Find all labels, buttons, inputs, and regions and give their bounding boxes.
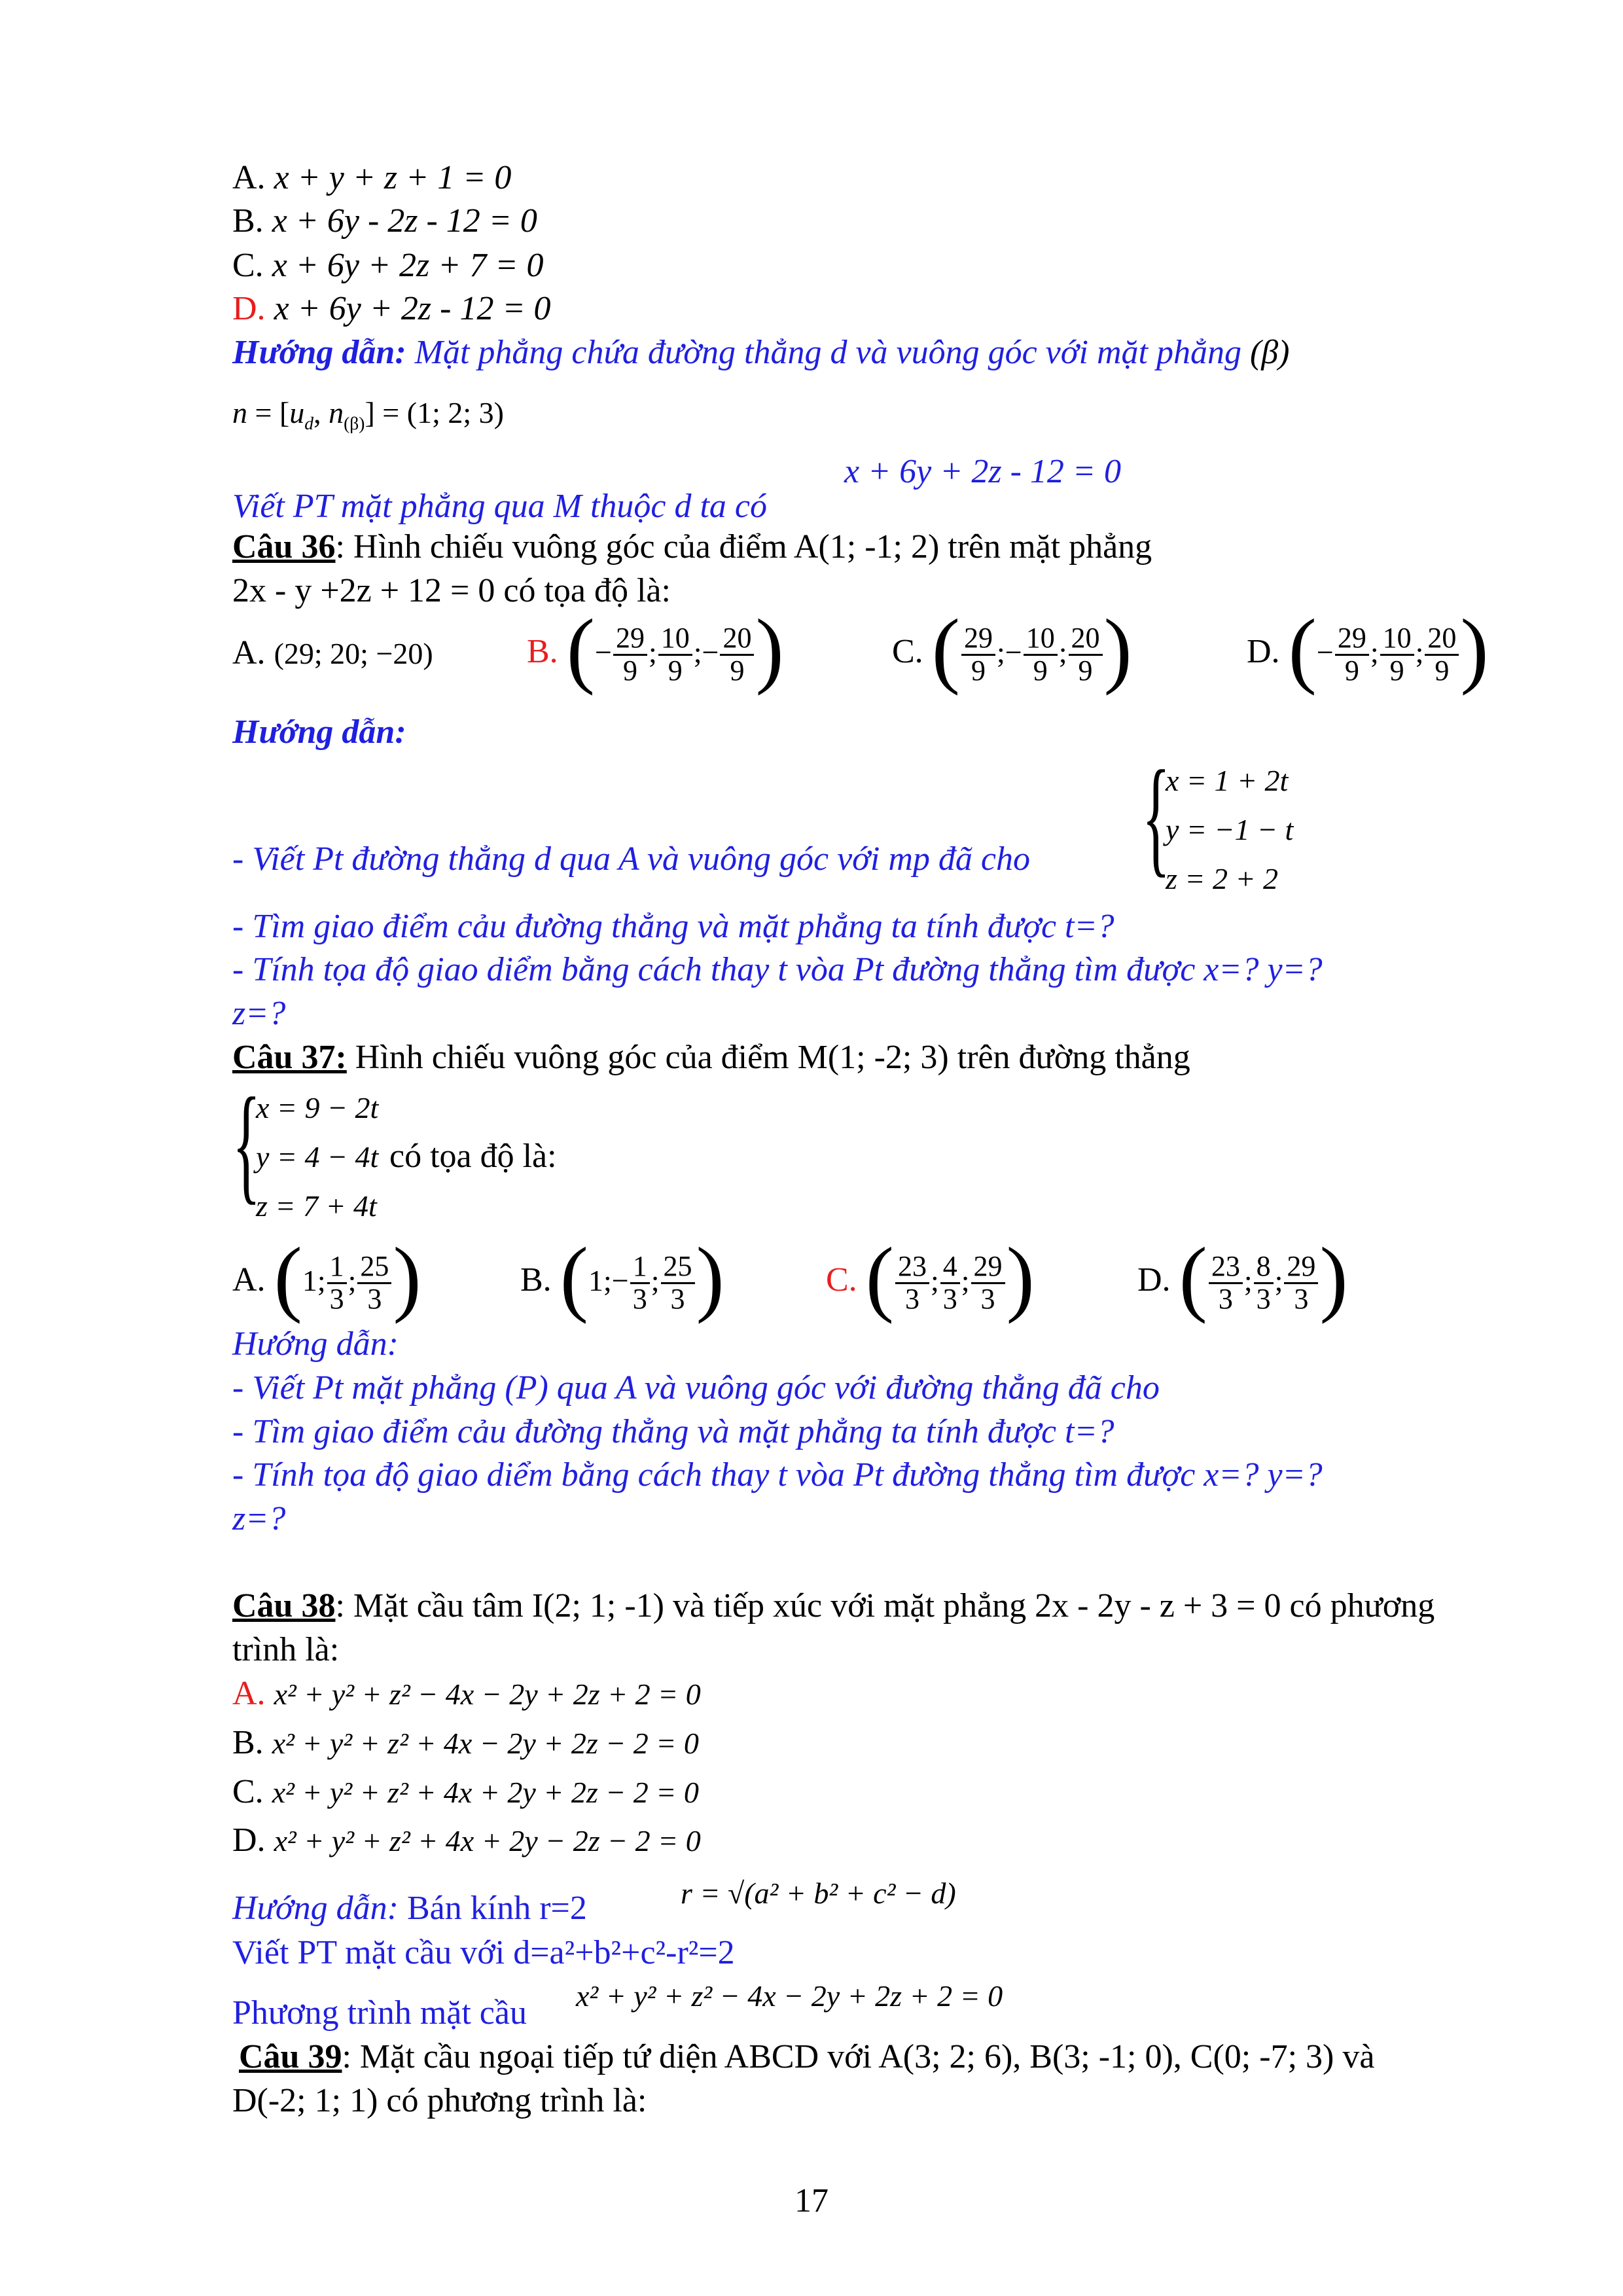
q36-guide-label: Hướng dẫn: — [232, 713, 406, 751]
q35-write-plane: Viết PT mặt phẳng qua M thuộc d ta có — [232, 488, 767, 525]
q38-option-a: A. x² + y² + z² − 4x − 2y + 2z + 2 = 0 — [232, 1675, 701, 1712]
fraction: $\frac{29}{9}$ — [613, 623, 647, 685]
fraction: $\frac{1}{3}$ — [630, 1251, 650, 1314]
q38-write-sphere: Viết PT mặt cầu với d=a²+b²+c²-r²=2 — [232, 1934, 735, 1971]
q39-stem: Câu 39: Mặt cầu ngoại tiếp tứ diện ABCD với A(3; 2; 6), B(3; -1; 0), C(0; -7; 3) và — [239, 2038, 1375, 2075]
fraction: $\frac{8}{3}$ — [1254, 1251, 1274, 1314]
q35-option-a-text: x + y + z + 1 = 0 — [274, 159, 512, 196]
q38-radius-formula: r = √(a² + b² + c² − d) — [681, 1876, 956, 1910]
q35-normal-vector: $n = [u_d$, $n_{(\beta)}] = (1$; 2; 3) — [232, 396, 504, 434]
q37-option-b: B. (1;− $\frac{1}{3}$ ; $\frac{25}{3}$ ) — [520, 1230, 724, 1325]
q38-stem-line2: trình là: — [232, 1631, 340, 1668]
q36-step2: - Tìm giao điểm cảu đường thẳng và mặt phẳng ta tính được t=? — [232, 908, 1115, 945]
q36-step1: - Viết Pt đường thẳng d qua A và vuông góc với mp đã cho — [232, 840, 1031, 878]
q36-line-system: { x = 1 + 2t y = −1 − t z = 2 + 2 — [1142, 744, 1294, 895]
q35-option-c-text: x + 6y + 2z + 7 = 0 — [272, 247, 544, 284]
fraction: $\frac{23}{3}$ — [895, 1251, 929, 1314]
fraction: $\frac{10}{9}$ — [658, 623, 692, 685]
fraction: $\frac{25}{3}$ — [357, 1251, 391, 1314]
q37-step3: - Tính tọa độ giao diểm bằng cách thay t vòa Pt đường thẳng tìm được x=? y=? — [232, 1456, 1323, 1494]
q36-stem-line2: 2x - y +2z + 12 = 0 có tọa độ là: — [232, 572, 671, 609]
q35-option-b-text: x + 6y - 2z - 12 = 0 — [272, 202, 537, 240]
q35-plane-equation: x + 6y + 2z - 12 = 0 — [844, 453, 1121, 490]
q36-option-c: C. ( $\frac{29}{9}$ ;− $\frac{10}{9}$ ; $\frac{20}{9}$ ) — [892, 602, 1132, 696]
q39-stem-line2: D(-2; 1; 1) có phương trình là: — [232, 2082, 647, 2119]
q37-step2: - Tìm giao điểm cảu đường thẳng và mặt phẳng ta tính được t=? — [232, 1413, 1115, 1450]
q35-guide: Hướng dẫn: Mặt phẳng chứa đường thẳng d và vuông góc với mặt phẳng (β) — [232, 334, 1290, 371]
q37-option-a: A. (1; $\frac{1}{3}$ ; $\frac{25}{3}$ ) — [232, 1230, 421, 1325]
q38-sphere-equation: x² + y² + z² − 4x − 2y + 2z + 2 = 0 — [576, 1979, 1003, 2013]
q36-step3: - Tính tọa độ giao diểm bằng cách thay t vòa Pt đường thẳng tìm được x=? y=? — [232, 951, 1323, 988]
fraction: $\frac{1}{3}$ — [327, 1251, 347, 1314]
q36-option-a: A. (29; 20; −20) — [232, 634, 433, 672]
q37-option-c: C. ( $\frac{23}{3}$ ; $\frac{4}{3}$ ; $\frac{29}{3}$ ) — [826, 1230, 1035, 1325]
q36-option-b: B. (− $\frac{29}{9}$ ; $\frac{10}{9}$ ;− $\frac{20}{9}$ ) — [527, 602, 784, 696]
q38-guide: Hướng dẫn: Bán kính r=2 — [232, 1890, 587, 1927]
fraction: $\frac{10}{9}$ — [1380, 623, 1414, 685]
fraction: $\frac{10}{9}$ — [1024, 623, 1058, 685]
q35-option-d-text: x + 6y + 2z - 12 = 0 — [274, 290, 551, 327]
fraction: $\frac{20}{9}$ — [1069, 623, 1103, 685]
q37-guide-label: Hướng dẫn: — [232, 1325, 399, 1363]
fraction: $\frac{29}{9}$ — [1335, 623, 1369, 685]
q35-option-b: B. x + 6y - 2z - 12 = 0 — [232, 202, 537, 240]
fraction: $\frac{25}{3}$ — [661, 1251, 695, 1314]
q36-step3b: z=? — [232, 995, 286, 1032]
q37-stem: Câu 37: Hình chiếu vuông góc của điểm M(1; -2; 3) trên đường thẳng — [232, 1039, 1190, 1076]
q38-stem: Câu 38: Mặt cầu tâm I(2; 1; -1) và tiếp xúc với mặt phẳng 2x - 2y - z + 3 = 0 có phương — [232, 1587, 1435, 1624]
q37-option-d: D. ( $\frac{23}{3}$ ; $\frac{8}{3}$ ; $\frac{29}{3}$ ) — [1137, 1230, 1348, 1325]
q38-option-c: C. x² + y² + z² + 4x + 2y + 2z − 2 = 0 — [232, 1773, 699, 1810]
q36-option-d: D. (− $\frac{29}{9}$ ; $\frac{10}{9}$ ; $\frac{20}{9}$ ) — [1247, 602, 1489, 696]
q37-line-system: { x = 9 − 2t y = 4 − 4t z = 7 + 4t có tọa độ là: — [232, 1071, 557, 1223]
q35-option-a: A. x + y + z + 1 = 0 — [232, 159, 512, 196]
q38-sphere-label: Phương trình mặt cầu — [232, 1994, 527, 2032]
q36-stem: Câu 36: Hình chiếu vuông góc của điểm A(1; -1; 2) trên mặt phẳng — [232, 528, 1152, 565]
fraction: $\frac{29}{3}$ — [971, 1251, 1005, 1314]
fraction: $\frac{20}{9}$ — [1425, 623, 1459, 685]
fraction: $\frac{23}{3}$ — [1209, 1251, 1243, 1314]
fraction: $\frac{29}{3}$ — [1284, 1251, 1318, 1314]
brace-icon: { — [1142, 744, 1171, 889]
fraction: $\frac{20}{9}$ — [720, 623, 754, 685]
brace-icon: { — [232, 1071, 261, 1216]
page-number: 17 — [794, 2182, 829, 2219]
q35-option-d: D. x + 6y + 2z - 12 = 0 — [232, 290, 551, 327]
fraction: $\frac{29}{9}$ — [961, 623, 995, 685]
q37-step1: - Viết Pt mặt phẳng (P) qua A và vuông góc với đường thẳng đã cho — [232, 1369, 1160, 1407]
q37-step3b: z=? — [232, 1500, 286, 1537]
q35-option-c: C. x + 6y + 2z + 7 = 0 — [232, 247, 544, 284]
q38-option-b: B. x² + y² + z² + 4x − 2y + 2z − 2 = 0 — [232, 1724, 699, 1761]
fraction: $\frac{4}{3}$ — [940, 1251, 960, 1314]
q38-option-d: D. x² + y² + z² + 4x + 2y − 2z − 2 = 0 — [232, 1821, 701, 1859]
